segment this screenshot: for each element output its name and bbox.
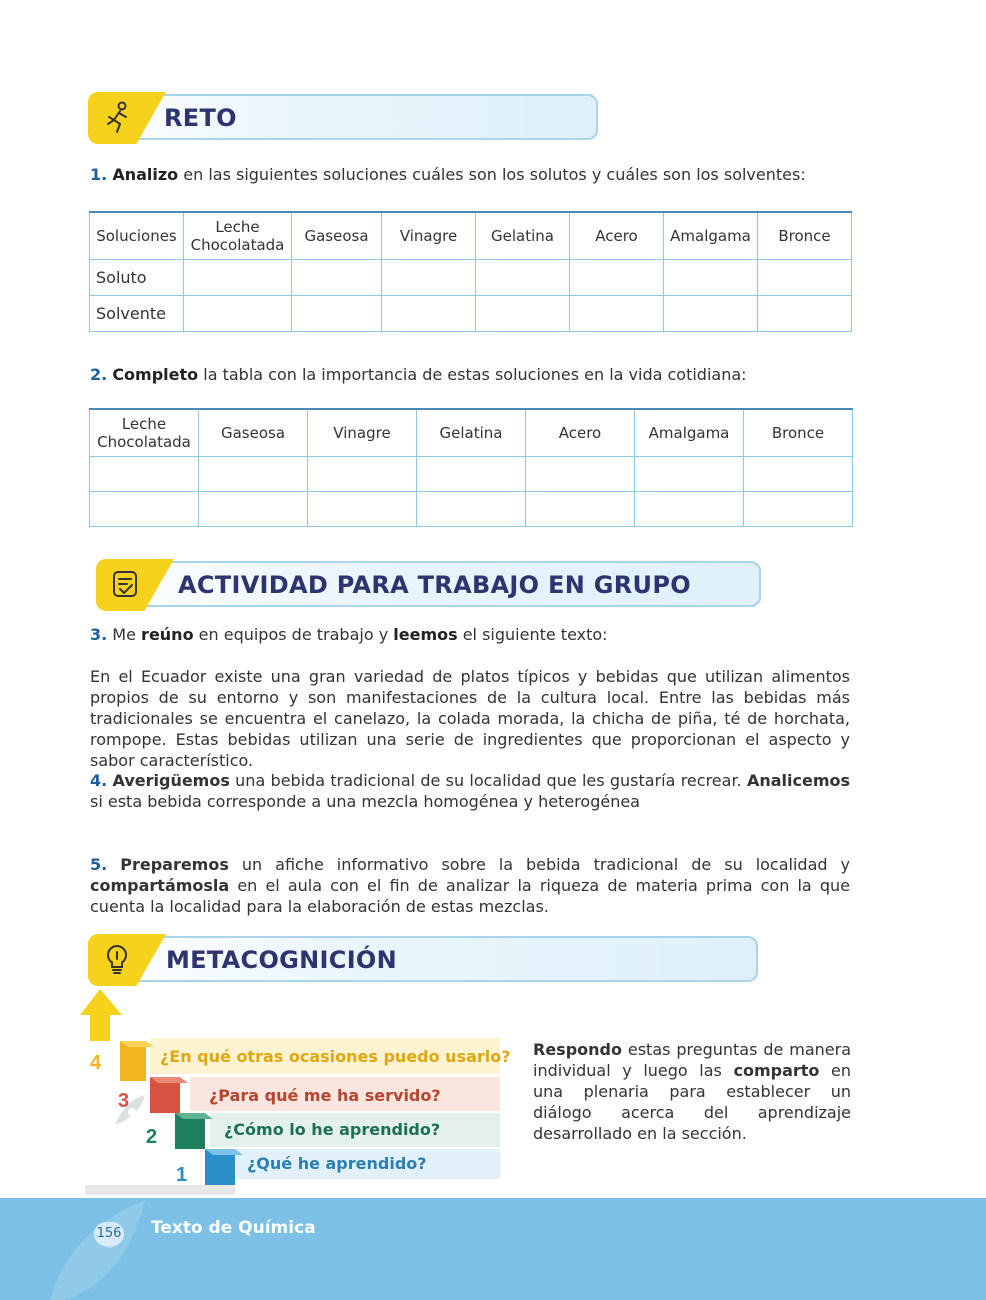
answer-cell[interactable] — [382, 259, 476, 295]
answer-cell[interactable] — [184, 295, 292, 331]
question-1: 1. Analizo en las siguientes soluciones cuáles son los solutos y cuáles son los solventes: — [90, 165, 806, 184]
solutes-solvents-table — [89, 211, 852, 332]
answer-cell[interactable] — [635, 456, 744, 491]
answer-cell[interactable] — [758, 295, 852, 331]
row-label-soluto: Soluto — [90, 259, 184, 295]
metacognition-banner — [90, 936, 758, 982]
table2-header: Acero — [526, 409, 635, 456]
table-row — [90, 491, 853, 526]
table1-header: Vinagre — [382, 212, 476, 259]
answer-cell[interactable] — [664, 295, 758, 331]
answer-cell[interactable] — [308, 491, 417, 526]
answer-cell[interactable] — [308, 456, 417, 491]
answer-cell[interactable] — [90, 456, 199, 491]
reto-title: RETO — [164, 104, 237, 132]
answer-cell[interactable] — [635, 491, 744, 526]
metacognition-badge — [88, 934, 166, 986]
table1-header: Bronce — [758, 212, 852, 259]
page-number: 156 — [94, 1222, 124, 1246]
reading-paragraph: En el Ecuador existe una gran variedad de platos típicos y bebidas que utilizan alimentos propios de su entorno y son manifestaciones de la cultura local. Entre las bebidas más tradicionales se encuentra el canelazo, la colada morada, la chicha de piña, té de horchata, rompope. Estas bebidas utilizan una serie de ingredientes que proporcionan el aspecto y sabor característico. — [90, 667, 850, 770]
group-activity-title: ACTIVIDAD PARA TRABAJO EN GRUPO — [178, 571, 691, 599]
footer-book-title: Texto de Química — [151, 1218, 316, 1238]
question-3: 3. Me reúno en equipos de trabajo y leemos el siguiente texto: — [90, 625, 608, 644]
answer-cell[interactable] — [744, 491, 853, 526]
answer-cell[interactable] — [417, 491, 526, 526]
page-footer — [0, 1198, 986, 1300]
step-number: 3 — [118, 1090, 130, 1112]
metacognition-title: METACOGNICIÓN — [166, 946, 398, 974]
group-activity-badge — [96, 559, 174, 611]
answer-cell[interactable] — [570, 259, 664, 295]
answer-cell[interactable] — [758, 259, 852, 295]
answer-cell[interactable] — [744, 456, 853, 491]
answer-cell[interactable] — [526, 456, 635, 491]
answer-cell[interactable] — [184, 259, 292, 295]
checklist-icon — [108, 567, 142, 601]
table1-header: Acero — [570, 212, 664, 259]
table1-header: Soluciones — [90, 212, 184, 259]
reto-banner — [90, 94, 598, 140]
step-question-1: ¿Qué he aprendido? — [247, 1154, 427, 1173]
answer-cell[interactable] — [417, 456, 526, 491]
question-5: 5. Preparemos un afiche informativo sobre la bebida tradicional de su localidad y compartámosla en el aula con el fin de analizar la riqueza de materia prima con la que cuenta la localidad para la elaboración de estas mezclas. — [90, 855, 850, 916]
importance-table — [89, 408, 853, 527]
table-row — [90, 295, 852, 331]
answer-cell[interactable] — [382, 295, 476, 331]
answer-cell[interactable] — [90, 491, 199, 526]
answer-cell[interactable] — [526, 491, 635, 526]
group-activity-banner — [98, 561, 761, 607]
table2-header: Leche Chocolatada — [90, 409, 199, 456]
step-number: 1 — [176, 1164, 188, 1186]
question-2: 2. Completo la tabla con la importancia de estas soluciones en la vida cotidiana: — [90, 365, 747, 384]
table1-header: Leche Chocolatada — [184, 212, 292, 259]
step-question-3: ¿Para qué me ha servido? — [209, 1086, 441, 1105]
table2-header: Gelatina — [417, 409, 526, 456]
answer-cell[interactable] — [292, 295, 382, 331]
step-question-2: ¿Cómo lo he aprendido? — [224, 1120, 441, 1139]
table-row — [90, 456, 853, 491]
answer-cell[interactable] — [292, 259, 382, 295]
table1-header: Gaseosa — [292, 212, 382, 259]
table2-header: Gaseosa — [199, 409, 308, 456]
answer-cell[interactable] — [476, 295, 570, 331]
table1-header: Gelatina — [476, 212, 570, 259]
table2-header: Vinagre — [308, 409, 417, 456]
answer-cell[interactable] — [476, 259, 570, 295]
reto-badge — [88, 92, 166, 144]
table2-header: Amalgama — [635, 409, 744, 456]
answer-cell[interactable] — [199, 491, 308, 526]
rocket-icon — [40, 1198, 160, 1300]
step-question-4: ¿En qué otras ocasiones puedo usarlo? — [160, 1047, 511, 1066]
metacognition-instructions: Respondo estas preguntas de manera individual y luego las comparto en una plenaria para establecer un diálogo acerca del aprendizaje desarrollado en la sección. — [533, 1040, 852, 1143]
question-4: 4. Averigüemos una bebida tradicional de su localidad que les gustaría recrear. Analicemos si esta bebida corresponde a una mezcla homogénea y heterogénea — [90, 771, 850, 811]
answer-cell[interactable] — [199, 456, 308, 491]
answer-cell[interactable] — [570, 295, 664, 331]
table2-header: Bronce — [744, 409, 853, 456]
step-number: 4 — [90, 1052, 102, 1074]
step-number: 2 — [146, 1126, 158, 1148]
table1-header: Amalgama — [664, 212, 758, 259]
answer-cell[interactable] — [664, 259, 758, 295]
lightbulb-icon — [100, 942, 134, 976]
row-label-solvente: Solvente — [90, 295, 184, 331]
table-row — [90, 259, 852, 295]
running-person-icon — [100, 100, 136, 136]
